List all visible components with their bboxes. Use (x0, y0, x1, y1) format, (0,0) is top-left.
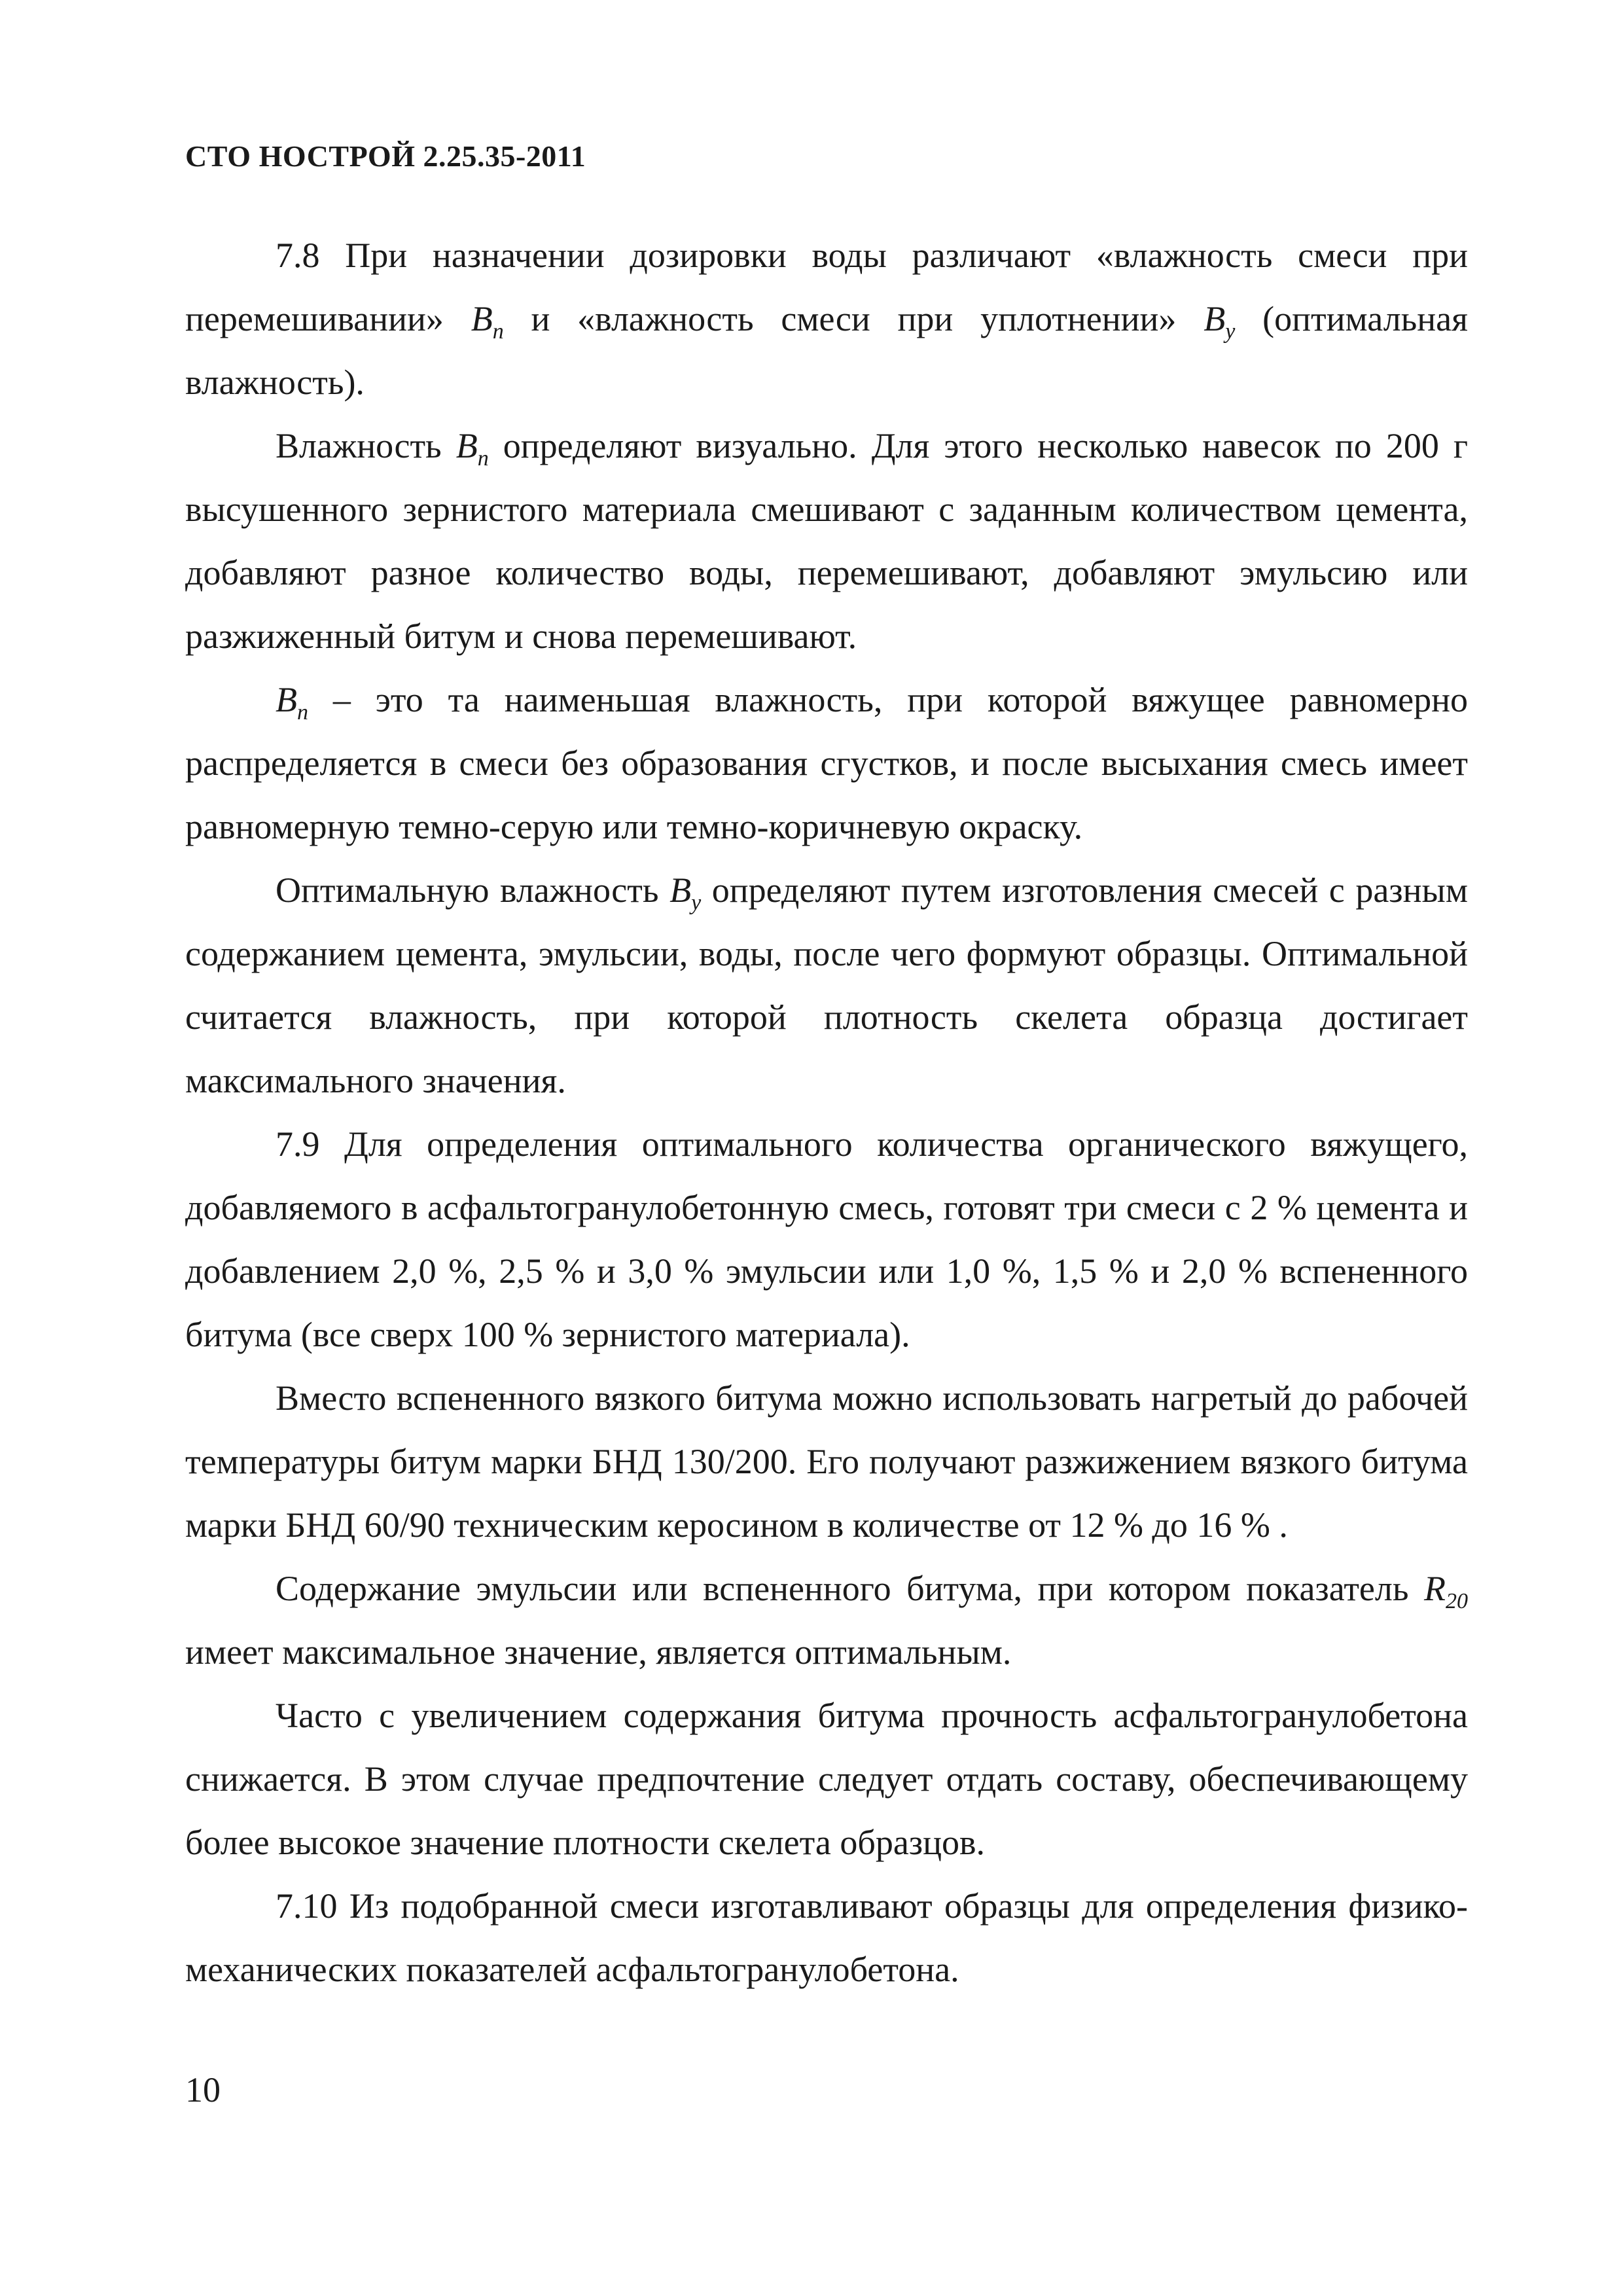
paragraph-optimal-moisture (185, 859, 1468, 1113)
paragraph-text: Содержание эмульсии или вспененного битума, при котором показатель (276, 1569, 1424, 1608)
paragraph-foamed-bitumen: Вместо вспененного вязкого битума можно использовать нагретый до рабочей температуры битум марки БНД 130/200. Его получают разжижением вязкого битума марки БНД 60/90 техническим керосином в количестве от 12 % до 16 % . (185, 1378, 1468, 1545)
paragraph-moisture-definition (185, 668, 1468, 859)
paragraph-text: и «влажность смеси при уплотнении» (503, 299, 1204, 338)
page-number: 10 (185, 2070, 221, 2109)
paragraph-text: Влажность (276, 426, 456, 465)
paragraph-text: определяют визуально. Для этого несколько навесок по 200 г высушенного зернистого материала смешивают с заданным количеством цемента, добавляют разное количество воды, перемешивают, добавляют эмульсию или разжиженный битум и снова перемешивают. (185, 426, 1469, 656)
paragraph-text: имеет максимальное значение, является оптимальным. (185, 1632, 1012, 1672)
standard-header: СТО НОСТРОЙ 2.25.35-2011 (185, 139, 586, 173)
moisture-mixing-symbol: $B_п$ (276, 680, 308, 725)
paragraph-text: – это та наименьшая влажность, при которой вяжущее равномерно распределяется в смеси без образования сгустков, и после высыхания смесь имеет равномерную темно-серую или темно-коричневую окраску. (185, 680, 1468, 846)
document-body (185, 224, 1468, 2001)
paragraph-moisture-visual (185, 414, 1468, 668)
moisture-compaction-symbol: $B_у$ (1204, 299, 1236, 344)
paragraph-text: 7.8 При назначении дозировки воды различают «влажность смеси при перемешивании» (185, 236, 1468, 338)
paragraph-7-8 (185, 224, 1468, 414)
paragraph-text: Оптимальную влажность (276, 870, 670, 910)
paragraph-7-9: 7.9 Для определения оптимального количества органического вяжущего, добавляемого в асфальтогранулобетонную смесь, готовят три смеси с 2 % цемента и добавлением 2,0 %, 2,5 % и 3,0 % эмульсии или 1,0 %, 1,5 % и 2,0 % вспененного битума (все сверх 100 % зернистого материала). (185, 1124, 1468, 1354)
paragraph-emulsion-content (185, 1557, 1468, 1684)
paragraph-text: определяют путем изготовления смесей с разным содержанием цемента, эмульсии, воды, после чего формуют образцы. Оптимальной считается влажность, при которой плотность скелета образца достигает максимального значения. (185, 870, 1468, 1100)
moisture-mixing-symbol: $B_п$ (455, 426, 489, 471)
strength-indicator-symbol: $R_{20}$ (1424, 1569, 1468, 1613)
paragraph-bitumen-strength: Часто с увеличением содержания битума прочность асфальтогранулобетона снижается. В этом случае предпочтение следует отдать составу, обеспечивающему более высокое значение плотности скелета образцов. (185, 1696, 1468, 1862)
moisture-mixing-symbol: $B_п$ (471, 299, 504, 344)
moisture-compaction-symbol: $B_у$ (669, 870, 702, 915)
paragraph-text: (оптимальная влажность). (185, 299, 1468, 402)
paragraph-7-10: 7.10 Из подобранной смеси изготавливают образцы для определения физико-механических показателей асфальтогранулобетона. (185, 1886, 1468, 1989)
